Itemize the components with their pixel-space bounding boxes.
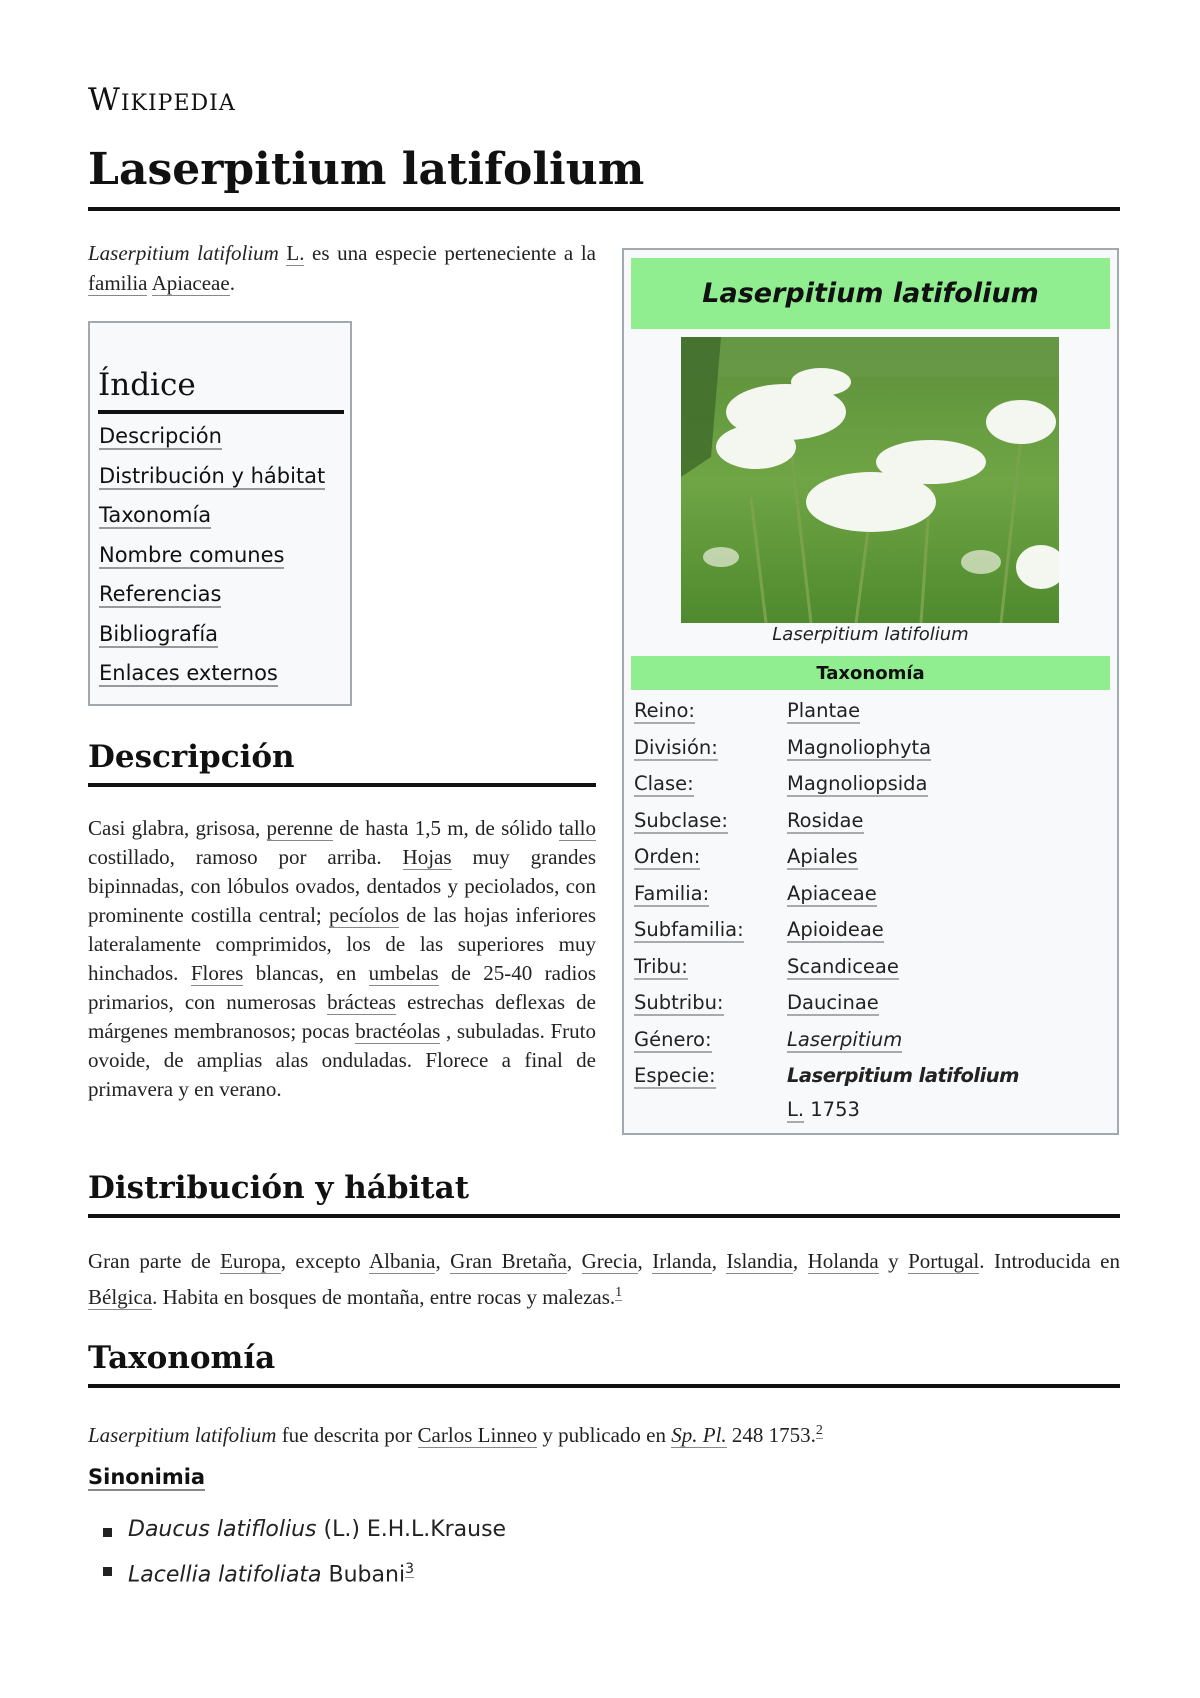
text: Gran parte de (88, 1249, 221, 1273)
descripcion-paragraph (88, 814, 596, 1104)
rank-link[interactable]: Subclase: (634, 808, 728, 832)
authority-year: 1753 (804, 1098, 860, 1121)
list-item (88, 1554, 506, 1593)
intro-space (147, 271, 151, 295)
taxonomy-row-genero (634, 1028, 1109, 1065)
species-photo[interactable] (681, 337, 1059, 623)
rank-link[interactable]: Subtribu: (634, 991, 724, 1014)
page-title: Laserpitium latifolium (88, 144, 645, 195)
taxonomy-row-subclase (634, 809, 1109, 846)
authority-link[interactable]: L. (787, 1098, 805, 1121)
section-heading-taxonomia: Taxonomía (88, 1340, 276, 1376)
title-underline (88, 207, 1120, 211)
link-gran-bretana[interactable]: Gran Bretaña (450, 1249, 567, 1273)
toc-item (99, 500, 325, 540)
link-albania[interactable]: Albania (369, 1249, 436, 1273)
toc-underline (98, 410, 344, 414)
link-carlos-linneo[interactable]: Carlos Linneo (417, 1423, 538, 1447)
toc-item (99, 421, 325, 461)
toc-link-descripcion[interactable]: Descripción (99, 424, 222, 448)
link-bracteas[interactable]: brácteas (327, 990, 396, 1014)
synonym-name: Daucus latiflolius (128, 1517, 317, 1542)
rank-link[interactable]: Especie: (634, 1064, 716, 1087)
sinonimia-heading (88, 1465, 205, 1489)
taxon-link[interactable]: Scandiceae (787, 954, 899, 978)
taxon-link[interactable]: Apiales (787, 845, 858, 868)
link-perenne[interactable]: perenne (266, 816, 333, 840)
familia-link[interactable]: familia (88, 271, 148, 295)
rank-link[interactable]: Reino: (634, 699, 695, 722)
taxobox-title: Laserpitium latifolium (631, 258, 1110, 329)
taxon-link[interactable]: Apiaceae (787, 881, 877, 905)
taxonomy-row-reino (634, 699, 1109, 736)
list-item (88, 1515, 506, 1554)
toc-title: Índice (98, 367, 196, 403)
toc-link-enlaces[interactable]: Enlaces externos (99, 661, 278, 685)
toc-link-taxonomia[interactable]: Taxonomía (99, 503, 212, 527)
photo-caption: Laserpitium latifolium (772, 624, 969, 645)
text: estrechas deflexas de márgenes membranosos; pocas (88, 990, 596, 1043)
text: fue descrita por (276, 1423, 418, 1447)
text: blancas, en (243, 961, 369, 985)
taxonomy-row-subfamilia (634, 918, 1109, 955)
species-name: Laserpitium latifolium (88, 1423, 277, 1447)
text: , (637, 1249, 653, 1273)
link-irlanda[interactable]: Irlanda (652, 1249, 712, 1273)
text: , (435, 1249, 451, 1273)
text: , (792, 1249, 808, 1273)
synonym-author: Bubani (321, 1562, 406, 1588)
taxonomy-row-especie (634, 1064, 1109, 1101)
toc-item (99, 619, 325, 659)
toc-item (99, 579, 325, 619)
link-hojas[interactable]: Hojas (402, 845, 452, 869)
rank-link[interactable]: Familia: (634, 881, 710, 905)
taxon-link[interactable]: Daucinae (787, 991, 879, 1014)
text: , (711, 1249, 727, 1273)
section-rule (88, 1214, 1120, 1218)
sinonimia-heading-text: Sinonimia (88, 1465, 206, 1489)
toc-list (99, 421, 325, 698)
link-sp-pl[interactable]: Sp. Pl. (671, 1423, 727, 1447)
taxon-authority (787, 1098, 860, 1121)
rank-link[interactable]: Clase: (634, 772, 694, 795)
distribucion-paragraph (88, 1246, 1120, 1313)
taxonomy-row-division (634, 736, 1109, 773)
taxonomy-row-subtribu (634, 991, 1109, 1028)
section-heading-distribucion: Distribución y hábitat (88, 1170, 470, 1206)
taxon-link[interactable]: Apioideae (787, 918, 884, 941)
toc-link-referencias[interactable]: Referencias (99, 582, 222, 606)
wikipedia-wordmark[interactable]: Wikipedia (88, 82, 236, 118)
intro-end: . (229, 271, 235, 295)
taxonomy-header: Taxonomía (631, 656, 1110, 690)
text: y publicado en (537, 1423, 672, 1447)
taxonomy-row-orden (634, 845, 1109, 882)
link-tallo[interactable]: tallo (558, 816, 597, 840)
text: de las hojas inferiores lateralamente comprimidos, los de las superiores muy hinchados. (88, 903, 596, 985)
toc-item (99, 461, 325, 501)
rank-link[interactable]: Subfamilia: (634, 918, 744, 941)
intro-species-name: Laserpitium latifolium (88, 241, 279, 265)
section-heading-descripcion: Descripción (88, 739, 295, 775)
text: muy grandes bipinnadas, con lóbulos ovados, dentados y peciolados, con prominente costilla central; (88, 845, 596, 927)
taxon-link[interactable]: Laserpitium (787, 1027, 903, 1051)
reference-link[interactable]: 2 (815, 1423, 823, 1438)
reference-marker (615, 1285, 622, 1301)
taxon-link[interactable]: Magnoliophyta (787, 735, 932, 759)
rank-link[interactable]: Género: (634, 1027, 712, 1051)
taxon-link[interactable]: Rosidae (787, 808, 864, 832)
reference-link[interactable]: 1 (615, 1285, 623, 1300)
text: , excepto (280, 1249, 369, 1273)
toc-item (99, 658, 325, 698)
author-link[interactable]: L. (286, 241, 305, 265)
synonym-name: Lacellia latifoliata (128, 1562, 322, 1588)
link-flores[interactable]: Flores (190, 961, 244, 985)
link-bracteolas[interactable]: bractéolas (355, 1019, 441, 1043)
taxobox (622, 248, 1119, 1135)
text: , (566, 1249, 582, 1273)
text: , subuladas. Fruto ovoide, de amplias alas onduladas. Florece a final de primavera y en verano. (88, 1019, 596, 1101)
link-portugal[interactable]: Portugal (908, 1249, 980, 1273)
taxon-link[interactable]: Plantae (787, 699, 861, 722)
link-islandia[interactable]: Islandia (726, 1249, 793, 1273)
taxon-link[interactable]: Magnoliopsida (787, 772, 928, 795)
text: Casi glabra, grisosa, (88, 816, 267, 840)
link-grecia[interactable]: Grecia (581, 1249, 638, 1273)
intro-text: es una especie perteneciente a la (304, 241, 596, 265)
text: y (878, 1249, 909, 1273)
table-of-contents (88, 321, 352, 706)
taxonomy-row-familia (634, 882, 1109, 919)
toc-link-bibliografia[interactable]: Bibliografía (99, 621, 219, 646)
toc-link-distribucion[interactable]: Distribución y hábitat (99, 463, 326, 488)
apiaceae-link[interactable]: Apiaceae (151, 271, 230, 295)
reference-link[interactable]: 3 (405, 1561, 414, 1577)
toc-item (99, 540, 325, 580)
taxonomy-row-clase (634, 772, 1109, 809)
synonym-list (88, 1515, 506, 1593)
link-holanda[interactable]: Holanda (807, 1249, 879, 1273)
section-rule (88, 783, 596, 787)
text: de hasta 1,5 m, de sólido (333, 816, 559, 840)
text: . Introducida en (979, 1249, 1121, 1273)
text: de 25-40 radios primarios, con numerosas (88, 961, 596, 1014)
text: . Habita en bosques de montaña, entre rocas y malezas. (152, 1285, 616, 1309)
synonym-author: (L.) E.H.L.Krause (316, 1517, 507, 1542)
reference-marker (405, 1561, 414, 1578)
taxonomy-row-tribu (634, 955, 1109, 992)
link-peciolos[interactable]: pecíolos (329, 903, 400, 927)
intro-paragraph (88, 238, 596, 298)
reference-marker (816, 1423, 823, 1439)
rank-link[interactable]: Orden: (634, 845, 701, 868)
toc-link-nombres[interactable]: Nombre comunes (99, 542, 285, 567)
species-value: Laserpitium latifolium (787, 1064, 1019, 1087)
rank-link[interactable]: División: (634, 735, 718, 759)
text: costillado, ramoso por arriba. (88, 845, 403, 869)
link-europa[interactable]: Europa (220, 1249, 281, 1273)
plant-illustration (681, 337, 1059, 623)
taxonomy-rows (634, 699, 1109, 1101)
rank-link[interactable]: Tribu: (634, 954, 688, 978)
section-rule (88, 1384, 1120, 1388)
link-belgica[interactable]: Bélgica (88, 1285, 153, 1309)
link-umbelas[interactable]: umbelas (368, 961, 439, 985)
taxonomia-paragraph (88, 1416, 1120, 1450)
text: 248 1753. (726, 1423, 816, 1447)
